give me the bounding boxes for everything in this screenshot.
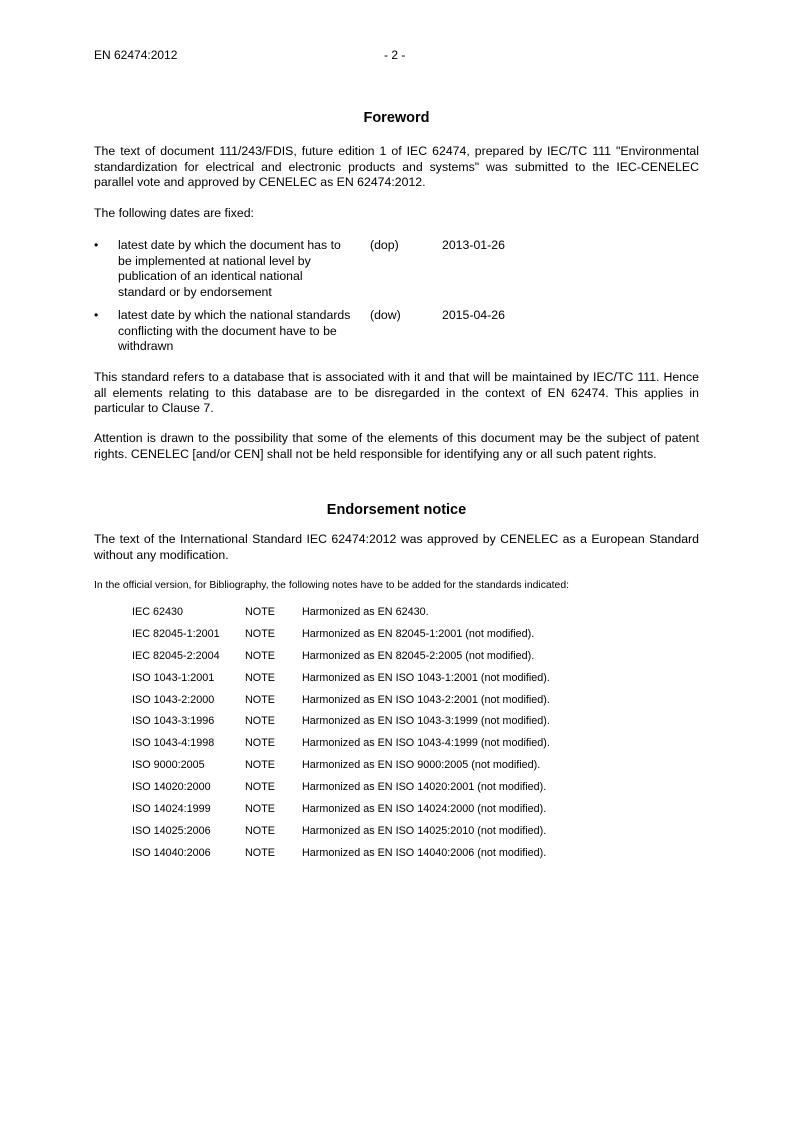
note-standard: ISO 14020:2000 (132, 781, 211, 794)
note-label: NOTE (245, 781, 275, 794)
note-text: Harmonized as EN 82045-2:2005 (not modified). (302, 649, 535, 662)
note-standard: ISO 1043-3:1996 (132, 715, 215, 728)
note-text: Harmonized as EN ISO 14020:2001 (not modified). (302, 781, 547, 794)
note-text: Harmonized as EN ISO 14024:2000 (not modified). (302, 803, 547, 816)
note-label: NOTE (245, 715, 275, 728)
endorsement-paragraph: The text of the International Standard IEC 62474:2012 was approved by CENELEC as a European Standard without any modification. (94, 532, 699, 562)
note-text: Harmonized as EN ISO 1043-3:1999 (not modified). (302, 715, 550, 728)
note-standard: ISO 9000:2005 (132, 759, 205, 772)
note-text: Harmonized as EN 82045-1:2001 (not modified). (302, 627, 535, 640)
foreword-paragraph-1: The text of document 111/243/FDIS, future edition 1 of IEC 62474, prepared by IEC/TC 111 "Environmental standardization for electrical and electronic products and systems" was submitted to the IEC-CENELEC parallel vote and approved by CENELEC as EN 62474:2012. (94, 144, 699, 189)
note-text: Harmonized as EN ISO 14025:2010 (not modified). (302, 824, 547, 837)
note-label: NOTE (245, 824, 275, 837)
note-label: NOTE (245, 759, 275, 772)
date-item-text: latest date by which the national standards conflicting with the document have to be withdrawn (118, 308, 351, 353)
note-standard: IEC 62430 (132, 606, 184, 618)
note-label: NOTE (245, 693, 275, 706)
dates-intro: The following dates are fixed: (94, 206, 254, 220)
note-text: Harmonized as EN ISO 1043-4:1999 (not modified). (302, 737, 550, 750)
note-standard: ISO 14024:1999 (132, 803, 211, 816)
note-standard: ISO 14040:2006 (132, 846, 211, 859)
date-item-date: 2015-04-26 (442, 308, 505, 322)
page-number: - 2 - (384, 48, 406, 62)
note-label: NOTE (245, 803, 275, 816)
note-standard: ISO 14025:2006 (132, 824, 211, 837)
bullet-icon: • (94, 308, 99, 322)
note-label: NOTE (245, 846, 275, 859)
note-text: Harmonized as EN ISO 1043-2:2001 (not modified). (302, 693, 550, 706)
note-text: Harmonized as EN ISO 9000:2005 (not modified). (302, 759, 541, 772)
note-text: Harmonized as EN 62430. (302, 606, 429, 618)
note-standard: ISO 1043-1:2001 (132, 671, 215, 684)
note-label: NOTE (245, 671, 275, 684)
note-label: NOTE (245, 737, 275, 750)
page-header (94, 48, 699, 64)
foreword-title: Foreword (363, 110, 430, 126)
note-label: NOTE (245, 649, 275, 662)
note-standard: ISO 1043-4:1998 (132, 737, 215, 750)
date-item-abbr: (dow) (370, 308, 401, 322)
foreword-paragraph-2: This standard refers to a database that is associated with it and that will be maintained by IEC/TC 111. Hence all elements relating to this database are to be disregarded in the context of EN 62474. This applies in particular to Clause 7. (94, 370, 699, 415)
endorsement-title: Endorsement notice (326, 502, 467, 518)
note-standard: ISO 1043-2:2000 (132, 693, 215, 706)
note-standard: IEC 82045-1:2001 (132, 627, 220, 640)
note-text: Harmonized as EN ISO 14040:2006 (not modified). (302, 846, 547, 859)
note-label: NOTE (245, 627, 275, 640)
bibliography-intro: In the official version, for Bibliography, the following notes have to be added for the standards indicated: (94, 580, 569, 591)
document-id: EN 62474:2012 (94, 48, 178, 62)
bullet-icon: • (94, 238, 99, 252)
date-item-text: latest date by which the document has to be implemented at national level by publication of an identical national standard or by endorsement (118, 238, 341, 299)
note-standard: IEC 82045-2:2004 (132, 649, 220, 662)
foreword-paragraph-3: Attention is drawn to the possibility that some of the elements of this document may be the subject of patent rights. CENELEC [and/or CEN] shall not be held responsible for identifying any or all such patent rights. (94, 431, 699, 461)
date-item-date: 2013-01-26 (442, 238, 505, 252)
date-item-abbr: (dop) (370, 238, 399, 252)
note-label: NOTE (245, 606, 275, 618)
note-text: Harmonized as EN ISO 1043-1:2001 (not modified). (302, 671, 550, 684)
